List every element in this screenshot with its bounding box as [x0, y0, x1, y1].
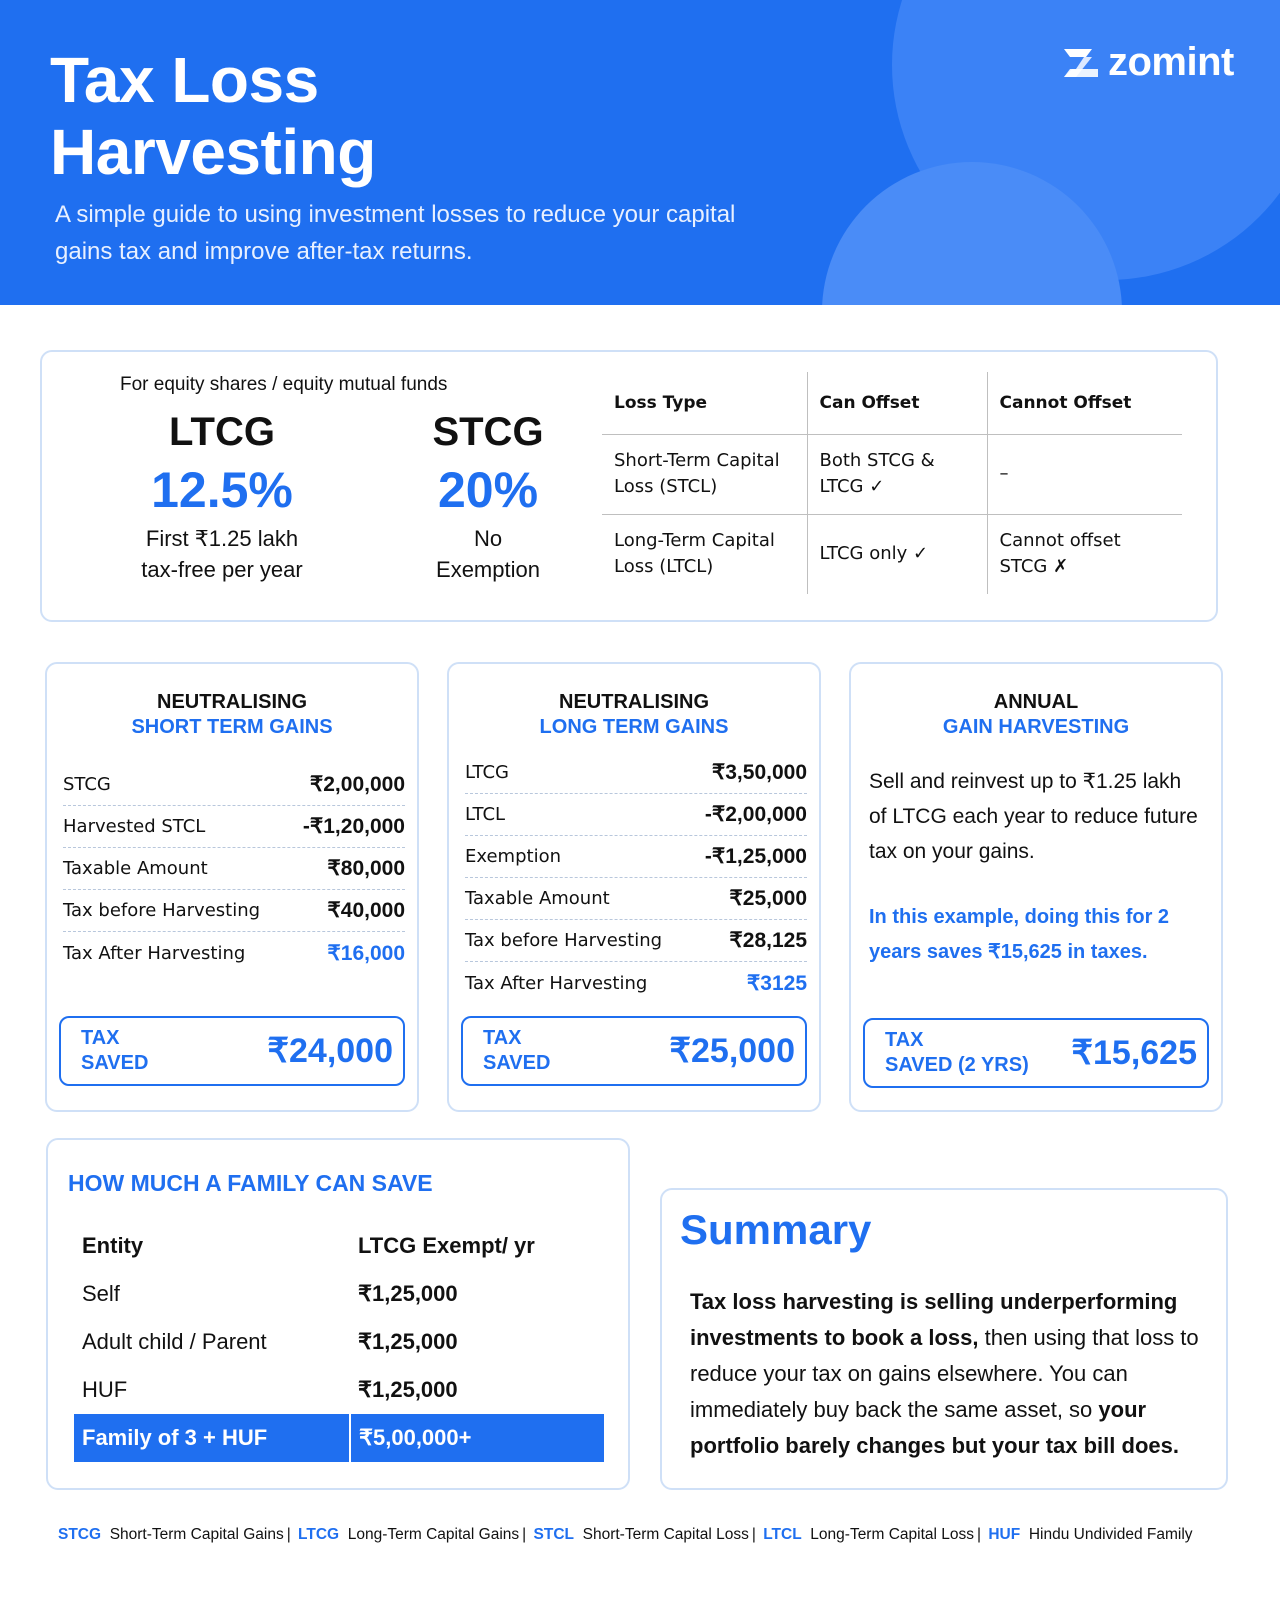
calc-row: Exemption -₹1,25,000: [465, 836, 807, 878]
legend-full: Long-Term Capital Loss: [810, 1526, 974, 1543]
column-header: LTCG Exempt/ yr: [358, 1233, 535, 1258]
ltcg-label: LTCG: [169, 410, 275, 454]
tax-saved-label: TAX SAVED: [81, 1027, 149, 1074]
tax-saved-value: ₹25,000: [669, 1032, 795, 1070]
table-row: [74, 1366, 604, 1414]
amount-cell: ₹1,25,000: [358, 1329, 458, 1354]
legend-full: Hindu Undivided Family: [1028, 1526, 1193, 1543]
annual-harvesting-card: [849, 662, 1223, 1112]
table-cell: Long-Term Capital Loss (LTCL): [614, 530, 775, 578]
legend-abbr: LTCL: [763, 1526, 802, 1543]
calc-row: Taxable Amount ₹25,000: [465, 878, 807, 920]
table-row: [602, 514, 1182, 594]
total-row: [74, 1414, 604, 1462]
ltcg-description: First ₹1.25 lakh tax-free per year: [141, 526, 303, 582]
ltcg-percent: 12.5%: [151, 462, 293, 518]
brand-name: zomint: [1108, 40, 1234, 84]
amount-cell: ₹1,25,000: [358, 1281, 458, 1306]
column-header: Loss Type: [602, 372, 807, 434]
column-header: Entity: [82, 1233, 144, 1258]
short-term-card: [45, 662, 419, 1112]
annual-description: Sell and reinvest up to ₹1.25 lakh of LTCG each year to reduce future tax on your gains.: [869, 770, 1198, 863]
calc-row: LTCL -₹2,00,000: [465, 794, 807, 836]
page-title: Tax Loss Harvesting: [50, 44, 376, 188]
legend-full: Short-Term Capital Loss: [582, 1526, 749, 1543]
calc-row: Tax before Harvesting ₹40,000: [63, 890, 405, 932]
stcg-description: No Exemption: [436, 526, 540, 582]
table-cell: Cannot offset STCG ✗: [987, 514, 1182, 594]
calc-row: STCG ₹2,00,000: [63, 764, 405, 806]
ltcg-rate: [102, 410, 342, 585]
entity-cell: Family of 3 + HUF: [74, 1414, 350, 1462]
table-cell: –: [987, 434, 1182, 514]
legend-abbr: HUF: [988, 1526, 1021, 1543]
summary-card: [660, 1188, 1228, 1490]
table-row: [74, 1270, 604, 1318]
summary-text: Tax loss harvesting is selling underperforming investments to book a loss, then using that loss to reduce your tax on gains elsewhere. You can immediately buy back the same asset, so your portfolio barely changes but your tax bill does.: [690, 1289, 1199, 1458]
calc-row: Taxable Amount ₹80,000: [63, 848, 405, 890]
tax-rates-card: [40, 350, 1218, 622]
calc-rows: [63, 764, 405, 974]
calc-row: Tax After Harvesting ₹16,000: [63, 941, 405, 965]
loss-offset-table: [602, 372, 1182, 594]
calc-rows: [465, 752, 807, 1004]
page-subtitle: A simple guide to using investment losses to reduce your capital gains tax and improve after-tax returns.: [55, 201, 736, 265]
tax-saved-value: ₹24,000: [267, 1032, 393, 1070]
table-cell: Short-Term Capital Loss (STCL): [602, 434, 807, 514]
stcg-rate: [368, 410, 608, 585]
abbreviation-legend: STCG Short-Term Capital Gains | LTCG Long-Term Capital Gains | STCL Short-Term Capital Loss | LTCL Long-Term Capital Loss | HUF Hindu Undivided Family: [58, 1526, 1193, 1543]
tax-saved-box: [59, 1016, 405, 1086]
family-title: HOW MUCH A FAMILY CAN SAVE: [68, 1170, 433, 1196]
entity-cell: HUF: [82, 1377, 128, 1402]
stcg-percent: 20%: [437, 462, 539, 518]
legend-abbr: LTCG: [298, 1526, 340, 1543]
column-header: Can Offset: [807, 372, 987, 434]
brand-logo: [1062, 40, 1234, 85]
calc-row: Tax After Harvesting ₹3125: [465, 971, 807, 995]
table-row: [74, 1318, 604, 1366]
entity-cell: Adult child / Parent: [82, 1329, 267, 1354]
calc-row: Tax before Harvesting ₹28,125: [465, 920, 807, 962]
legend-full: Long-Term Capital Gains: [347, 1526, 520, 1543]
legend-abbr: STCG: [58, 1526, 102, 1543]
zomint-logo-icon: [1062, 47, 1100, 79]
family-savings-card: [46, 1138, 630, 1490]
stcg-label: STCG: [432, 410, 544, 454]
table-cell: LTCG only ✓: [807, 514, 987, 594]
long-term-card: [447, 662, 821, 1112]
column-header: Cannot Offset: [987, 372, 1182, 434]
header-banner: [0, 0, 1280, 305]
amount-cell: ₹5,00,000+: [350, 1414, 604, 1462]
table-header-row: [602, 372, 1182, 434]
tax-saved-value: ₹15,625: [1071, 1034, 1197, 1072]
card-heading: NEUTRALISING SHORT TERM GAINS: [131, 691, 333, 738]
tax-saved-label: TAX SAVED: [483, 1027, 551, 1074]
table-row: [602, 434, 1182, 514]
table-cell: Both STCG & LTCG ✓: [807, 434, 987, 514]
tax-saved-box: [461, 1016, 807, 1086]
tax-saved-label: TAX SAVED (2 YRS): [885, 1029, 1029, 1076]
card-heading: NEUTRALISING LONG TERM GAINS: [539, 691, 729, 738]
amount-cell: ₹1,25,000: [358, 1377, 458, 1402]
summary-title: Summary: [680, 1206, 872, 1253]
table-header-row: [74, 1222, 604, 1270]
tax-saved-box: [863, 1018, 1209, 1088]
legend-abbr: STCL: [533, 1526, 574, 1543]
family-table: [74, 1222, 604, 1462]
calc-row: LTCG ₹3,50,000: [465, 752, 807, 794]
equity-note: For equity shares / equity mutual funds: [120, 374, 448, 395]
card-heading: ANNUAL GAIN HARVESTING: [942, 691, 1130, 738]
annual-highlight: In this example, doing this for 2 years saves ₹15,625 in taxes.: [869, 906, 1170, 963]
legend-full: Short-Term Capital Gains: [109, 1526, 284, 1543]
calc-row: Harvested STCL -₹1,20,000: [63, 806, 405, 848]
entity-cell: Self: [82, 1281, 120, 1306]
